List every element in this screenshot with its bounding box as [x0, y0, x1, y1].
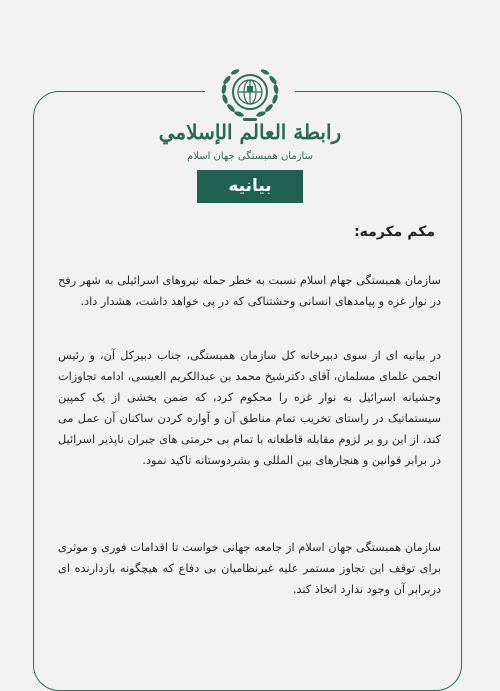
- paragraph-2: در بیانیه ای از سوی دبیرخانه کل سازمان همبستگی، جناب دبیرکل آن، و رئیس انجمن علمای مسلمان، آقای دکترشیخ محمد بن عبدالکریم العیسی، ادامه تجاوزات وحشیانه اسرائیل به نوار غزه را محکوم کرد، که ضمن بخشی از یک کمپین سیستماتیک در راستای تخریب تمام مناطق آن و آواره کردن ساکنان آن عمل می کند، از این رو بر لزوم مقابله قاطعانه با تمام بی حرمتی های جبران ناپذیر اسرائیل در برابر قوانین و هنجارهای بین المللی و بشردوستانه تاکید نمود.: [58, 349, 441, 467]
- globe-emblem-icon: [217, 62, 283, 124]
- org-name-persian: سازمان همبستگی جهان اسلام: [187, 151, 313, 162]
- paragraph-1: سازمان همبستگی جهام اسلام نسبت به خطر حمله نیروهای اسرائیلی به شهر رفح در نوار غزه و پیامدهای انسانی وحشتناکی که در پی خواهد داشت، هشدار داد.: [58, 274, 441, 308]
- org-name-arabic: رابطة العالم الإسلامي: [158, 120, 342, 144]
- paragraph-3: سازمان همبستگی جهان اسلام از جامعه جهانی خواست تا اقدامات فوری و موثری برای توقف این تجاوز مستمر علیه غیرنظامیان بی دفاع که هیچگونه بازدارنده ای دربرابر آن وجود ندارد اتخاذ کند.: [58, 541, 441, 596]
- salutation: مکم مکرمه:: [354, 224, 435, 240]
- statement-banner: بیانیه: [197, 170, 303, 203]
